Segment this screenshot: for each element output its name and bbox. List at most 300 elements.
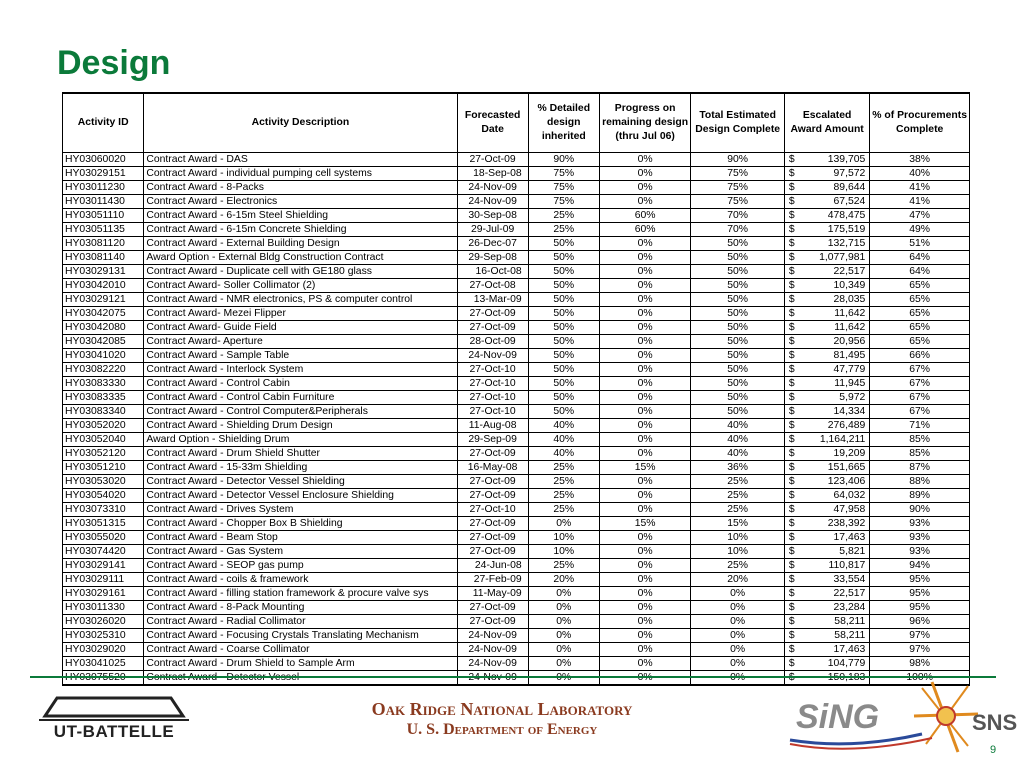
table-row (63, 615, 970, 629)
award-amount-value: 67,524 (833, 196, 866, 207)
cell-activity-description: Contract Award - Sample Table (144, 349, 457, 363)
cell-escalated-award-amount (784, 657, 869, 671)
cell-escalated-award-amount (784, 251, 869, 265)
cell-total-design-complete: 50% (691, 293, 785, 307)
cell-escalated-award-amount (784, 447, 869, 461)
cell-activity-description: Contract Award - Detector Vessel Enclosure Shielding (144, 489, 457, 503)
cell-procurements-complete: 65% (870, 321, 970, 335)
cell-detailed-design-inherited: 50% (528, 293, 599, 307)
table-row (63, 587, 970, 601)
award-amount-value: 23,284 (833, 602, 866, 613)
currency-symbol: $ (788, 322, 795, 333)
award-amount-value: 28,035 (833, 294, 866, 305)
cell-detailed-design-inherited: 40% (528, 447, 599, 461)
cell-progress-remaining-design: 0% (599, 419, 691, 433)
table-row (63, 181, 970, 195)
table-row (63, 657, 970, 671)
table-row (63, 349, 970, 363)
cell-escalated-award-amount (784, 643, 869, 657)
cell-forecasted-date: 27-Oct-09 (457, 545, 528, 559)
currency-symbol: $ (788, 560, 795, 571)
cell-progress-remaining-design: 0% (599, 475, 691, 489)
cell-activity-id: HY03042075 (63, 307, 144, 321)
cell-procurements-complete: 41% (870, 195, 970, 209)
page-title: Design (57, 44, 171, 82)
cell-procurements-complete: 85% (870, 447, 970, 461)
cell-procurements-complete: 97% (870, 643, 970, 657)
cell-activity-description: Contract Award - Coarse Collimator (144, 643, 457, 657)
currency-symbol: $ (788, 658, 795, 669)
table-row (63, 265, 970, 279)
cell-total-design-complete: 0% (691, 657, 785, 671)
table-row (63, 279, 970, 293)
table-row (63, 335, 970, 349)
award-amount-value: 123,406 (827, 476, 866, 487)
cell-total-design-complete: 40% (691, 447, 785, 461)
cell-total-design-complete: 50% (691, 251, 785, 265)
currency-symbol: $ (788, 224, 795, 235)
award-amount-value: 19,209 (833, 448, 866, 459)
table-row (63, 321, 970, 335)
cell-detailed-design-inherited: 0% (528, 657, 599, 671)
cell-activity-description: Contract Award- Aperture (144, 335, 457, 349)
cell-escalated-award-amount (784, 629, 869, 643)
table-body (63, 153, 970, 686)
currency-symbol: $ (788, 644, 795, 655)
cell-forecasted-date: 27-Feb-09 (457, 573, 528, 587)
table-row (63, 573, 970, 587)
award-amount-value: 47,779 (833, 364, 866, 375)
cell-total-design-complete: 75% (691, 195, 785, 209)
cell-procurements-complete: 66% (870, 349, 970, 363)
currency-symbol: $ (788, 616, 795, 627)
cell-forecasted-date: 27-Oct-09 (457, 517, 528, 531)
cell-total-design-complete: 70% (691, 223, 785, 237)
table-row (63, 307, 970, 321)
cell-detailed-design-inherited: 75% (528, 181, 599, 195)
cell-total-design-complete: 75% (691, 167, 785, 181)
cell-detailed-design-inherited: 50% (528, 321, 599, 335)
cell-escalated-award-amount (784, 363, 869, 377)
ut-battelle-logo (37, 694, 191, 742)
table-row (63, 223, 970, 237)
cell-forecasted-date: 18-Sep-08 (457, 167, 528, 181)
cell-procurements-complete: 85% (870, 433, 970, 447)
cell-detailed-design-inherited: 0% (528, 601, 599, 615)
cell-progress-remaining-design: 0% (599, 615, 691, 629)
currency-symbol: $ (788, 182, 795, 193)
cell-activity-description: Contract Award - Interlock System (144, 363, 457, 377)
currency-symbol: $ (788, 574, 795, 585)
cell-forecasted-date: 29-Sep-08 (457, 251, 528, 265)
cell-procurements-complete: 67% (870, 391, 970, 405)
cell-procurements-complete: 40% (870, 167, 970, 181)
cell-forecasted-date: 11-Aug-08 (457, 419, 528, 433)
cell-forecasted-date: 24-Nov-09 (457, 181, 528, 195)
table-row (63, 195, 970, 209)
cell-escalated-award-amount (784, 545, 869, 559)
sing-logo-text: SiNG (796, 698, 880, 736)
cell-escalated-award-amount (784, 237, 869, 251)
cell-activity-description: Contract Award - NMR electronics, PS & computer control (144, 293, 457, 307)
cell-forecasted-date: 28-Oct-09 (457, 335, 528, 349)
table-row (63, 363, 970, 377)
cell-escalated-award-amount (784, 181, 869, 195)
cell-activity-description: Contract Award - Control Computer&Peripherals (144, 405, 457, 419)
cell-escalated-award-amount (784, 223, 869, 237)
cell-escalated-award-amount (784, 419, 869, 433)
table-row (63, 531, 970, 545)
cell-total-design-complete: 25% (691, 503, 785, 517)
award-amount-value: 22,517 (833, 266, 866, 277)
cell-forecasted-date: 26-Dec-07 (457, 237, 528, 251)
cell-detailed-design-inherited: 0% (528, 643, 599, 657)
currency-symbol: $ (788, 252, 795, 263)
cell-activity-id: HY03060020 (63, 153, 144, 167)
cell-activity-id: HY03029121 (63, 293, 144, 307)
cell-escalated-award-amount (784, 615, 869, 629)
award-amount-value: 478,475 (827, 210, 866, 221)
cell-activity-id: HY03041020 (63, 349, 144, 363)
cell-activity-id: HY03081140 (63, 251, 144, 265)
cell-activity-id: HY03029131 (63, 265, 144, 279)
currency-symbol: $ (788, 336, 795, 347)
cell-activity-id: HY03051135 (63, 223, 144, 237)
table-header-row (63, 93, 970, 153)
cell-forecasted-date: 11-May-09 (457, 587, 528, 601)
currency-symbol: $ (788, 434, 795, 445)
cell-total-design-complete: 0% (691, 629, 785, 643)
cell-procurements-complete: 49% (870, 223, 970, 237)
award-amount-value: 5,821 (839, 546, 866, 557)
cell-detailed-design-inherited: 20% (528, 573, 599, 587)
cell-procurements-complete: 47% (870, 209, 970, 223)
cell-procurements-complete: 65% (870, 279, 970, 293)
cell-progress-remaining-design: 0% (599, 237, 691, 251)
cell-detailed-design-inherited: 25% (528, 461, 599, 475)
design-table (62, 92, 970, 686)
cell-activity-description: Contract Award - Gas System (144, 545, 457, 559)
cell-progress-remaining-design: 0% (599, 195, 691, 209)
cell-progress-remaining-design: 0% (599, 601, 691, 615)
table-row (63, 391, 970, 405)
cell-procurements-complete: 95% (870, 587, 970, 601)
currency-symbol: $ (788, 546, 795, 557)
cell-forecasted-date: 24-Nov-09 (457, 195, 528, 209)
cell-progress-remaining-design: 0% (599, 181, 691, 195)
cell-forecasted-date: 13-Mar-09 (457, 293, 528, 307)
award-amount-value: 17,463 (833, 644, 866, 655)
cell-forecasted-date: 24-Nov-09 (457, 657, 528, 671)
currency-symbol: $ (788, 238, 795, 249)
cell-activity-description: Contract Award - Control Cabin Furniture (144, 391, 457, 405)
cell-forecasted-date: 27-Oct-09 (457, 601, 528, 615)
cell-total-design-complete: 0% (691, 587, 785, 601)
cell-activity-id: HY03083335 (63, 391, 144, 405)
cell-total-design-complete: 50% (691, 237, 785, 251)
cell-detailed-design-inherited: 50% (528, 335, 599, 349)
award-amount-value: 11,642 (834, 322, 866, 333)
cell-procurements-complete: 94% (870, 559, 970, 573)
cell-procurements-complete: 87% (870, 461, 970, 475)
cell-procurements-complete: 41% (870, 181, 970, 195)
cell-progress-remaining-design: 0% (599, 629, 691, 643)
cell-procurements-complete: 88% (870, 475, 970, 489)
cell-procurements-complete: 51% (870, 237, 970, 251)
table-row (63, 251, 970, 265)
cell-detailed-design-inherited: 25% (528, 475, 599, 489)
cell-activity-description: Contract Award - Chopper Box B Shielding (144, 517, 457, 531)
award-amount-value: 97,572 (833, 168, 866, 179)
cell-activity-description: Contract Award - coils & framework (144, 573, 457, 587)
cell-total-design-complete: 10% (691, 531, 785, 545)
cell-escalated-award-amount (784, 349, 869, 363)
cell-total-design-complete: 50% (691, 349, 785, 363)
cell-total-design-complete: 50% (691, 363, 785, 377)
table-row (63, 601, 970, 615)
cell-progress-remaining-design: 0% (599, 559, 691, 573)
footer-lab-name: Oak Ridge National Laboratory (371, 699, 633, 719)
cell-escalated-award-amount (784, 489, 869, 503)
cell-activity-id: HY03054020 (63, 489, 144, 503)
cell-progress-remaining-design: 0% (599, 153, 691, 167)
page-number: 9 (990, 744, 997, 756)
cell-activity-id: HY03051210 (63, 461, 144, 475)
cell-forecasted-date: 27-Oct-10 (457, 363, 528, 377)
cell-progress-remaining-design: 0% (599, 503, 691, 517)
cell-escalated-award-amount (784, 531, 869, 545)
cell-forecasted-date: 24-Nov-09 (457, 349, 528, 363)
currency-symbol: $ (788, 602, 795, 613)
cell-progress-remaining-design: 15% (599, 461, 691, 475)
starburst-icon (914, 682, 978, 752)
cell-procurements-complete: 38% (870, 153, 970, 167)
cell-activity-description: Award Option - External Bldg Construction Contract (144, 251, 457, 265)
currency-symbol: $ (788, 294, 795, 305)
award-amount-value: 22,517 (833, 588, 866, 599)
cell-activity-id: HY03029020 (63, 643, 144, 657)
currency-symbol: $ (788, 392, 795, 403)
cell-procurements-complete: 93% (870, 545, 970, 559)
cell-procurements-complete: 65% (870, 307, 970, 321)
cell-detailed-design-inherited: 75% (528, 195, 599, 209)
cell-activity-id: HY03029151 (63, 167, 144, 181)
cell-activity-id: HY03042010 (63, 279, 144, 293)
table-row (63, 503, 970, 517)
cell-procurements-complete: 67% (870, 377, 970, 391)
cell-progress-remaining-design: 0% (599, 335, 691, 349)
cell-procurements-complete: 95% (870, 601, 970, 615)
currency-symbol: $ (788, 350, 795, 361)
cell-detailed-design-inherited: 90% (528, 153, 599, 167)
cell-forecasted-date: 27-Oct-10 (457, 391, 528, 405)
cell-activity-id: HY03026020 (63, 615, 144, 629)
cell-forecasted-date: 27-Oct-09 (457, 321, 528, 335)
award-amount-value: 1,077,981 (819, 252, 866, 263)
cell-activity-id: HY03041025 (63, 657, 144, 671)
cell-escalated-award-amount (784, 335, 869, 349)
cell-detailed-design-inherited: 40% (528, 419, 599, 433)
cell-forecasted-date: 24-Nov-09 (457, 629, 528, 643)
cell-total-design-complete: 10% (691, 545, 785, 559)
cell-activity-id: HY03073310 (63, 503, 144, 517)
cell-activity-description: Contract Award - DAS (144, 153, 457, 167)
cell-detailed-design-inherited: 50% (528, 349, 599, 363)
cell-activity-description: Contract Award - Drum Shield to Sample Arm (144, 657, 457, 671)
cell-escalated-award-amount (784, 321, 869, 335)
cell-procurements-complete: 67% (870, 363, 970, 377)
cell-activity-id: HY03025310 (63, 629, 144, 643)
table-row (63, 237, 970, 251)
table-row (63, 629, 970, 643)
header-procurements-complete: % of Procurements Complete (870, 93, 970, 153)
cell-detailed-design-inherited: 0% (528, 629, 599, 643)
cell-activity-id: HY03029161 (63, 587, 144, 601)
cell-procurements-complete: 65% (870, 335, 970, 349)
table-row (63, 209, 970, 223)
award-amount-value: 14,334 (833, 406, 866, 417)
cell-procurements-complete: 64% (870, 251, 970, 265)
cell-procurements-complete: 64% (870, 265, 970, 279)
cell-total-design-complete: 25% (691, 559, 785, 573)
currency-symbol: $ (788, 406, 795, 417)
cell-activity-description: Contract Award - External Building Design (144, 237, 457, 251)
cell-progress-remaining-design: 0% (599, 405, 691, 419)
cell-total-design-complete: 50% (691, 279, 785, 293)
cell-activity-id: HY03011330 (63, 601, 144, 615)
cell-forecasted-date: 27-Oct-09 (457, 615, 528, 629)
cell-total-design-complete: 25% (691, 489, 785, 503)
cell-detailed-design-inherited: 0% (528, 517, 599, 531)
award-amount-value: 11,642 (834, 308, 866, 319)
cell-progress-remaining-design: 60% (599, 223, 691, 237)
cell-forecasted-date: 29-Jul-09 (457, 223, 528, 237)
cell-total-design-complete: 50% (691, 321, 785, 335)
cell-detailed-design-inherited: 10% (528, 545, 599, 559)
currency-symbol: $ (788, 476, 795, 487)
cell-activity-id: HY03051315 (63, 517, 144, 531)
cell-activity-id: HY03011430 (63, 195, 144, 209)
cell-progress-remaining-design: 60% (599, 209, 691, 223)
cell-detailed-design-inherited: 50% (528, 279, 599, 293)
currency-symbol: $ (788, 280, 795, 291)
cell-escalated-award-amount (784, 209, 869, 223)
cell-forecasted-date: 29-Sep-09 (457, 433, 528, 447)
cell-progress-remaining-design: 0% (599, 307, 691, 321)
cell-progress-remaining-design: 0% (599, 251, 691, 265)
cell-forecasted-date: 16-May-08 (457, 461, 528, 475)
currency-symbol: $ (788, 518, 795, 529)
footer-organization (312, 698, 692, 740)
table-row (63, 475, 970, 489)
award-amount-value: 276,489 (827, 420, 866, 431)
sing-sns-logo (782, 676, 1018, 760)
cell-forecasted-date: 27-Oct-09 (457, 489, 528, 503)
award-amount-value: 132,715 (827, 238, 866, 249)
cell-forecasted-date: 24-Nov-09 (457, 643, 528, 657)
cell-progress-remaining-design: 0% (599, 167, 691, 181)
cell-procurements-complete: 95% (870, 573, 970, 587)
award-amount-value: 151,665 (827, 462, 866, 473)
header-escalated-award-amount: Escalated Award Amount (784, 93, 869, 153)
cell-detailed-design-inherited: 40% (528, 433, 599, 447)
cell-progress-remaining-design: 0% (599, 587, 691, 601)
sns-logo-text: SNS (972, 710, 1018, 735)
cell-activity-description: Award Option - Shielding Drum (144, 433, 457, 447)
cell-activity-id: HY03053020 (63, 475, 144, 489)
currency-symbol: $ (788, 154, 795, 165)
header-activity-description: Activity Description (144, 93, 457, 153)
currency-symbol: $ (788, 196, 795, 207)
cell-escalated-award-amount (784, 601, 869, 615)
award-amount-value: 238,392 (827, 518, 866, 529)
cell-activity-id: HY03083330 (63, 377, 144, 391)
cell-escalated-award-amount (784, 503, 869, 517)
table-row (63, 461, 970, 475)
currency-symbol: $ (788, 168, 795, 179)
cell-activity-description: Contract Award - 8-Pack Mounting (144, 601, 457, 615)
cell-procurements-complete: 93% (870, 531, 970, 545)
cell-activity-id: HY03052020 (63, 419, 144, 433)
cell-escalated-award-amount (784, 265, 869, 279)
award-amount-value: 58,211 (834, 630, 866, 641)
cell-escalated-award-amount (784, 587, 869, 601)
cell-progress-remaining-design: 15% (599, 517, 691, 531)
award-amount-value: 5,972 (839, 392, 866, 403)
header-activity-id: Activity ID (63, 93, 144, 153)
cell-detailed-design-inherited: 50% (528, 307, 599, 321)
cell-forecasted-date: 27-Oct-09 (457, 447, 528, 461)
ut-battelle-logo-mark (45, 698, 183, 716)
cell-activity-description: Contract Award- Guide Field (144, 321, 457, 335)
cell-total-design-complete: 70% (691, 209, 785, 223)
award-amount-value: 17,463 (833, 532, 866, 543)
award-amount-value: 20,956 (833, 336, 866, 347)
cell-activity-description: Contract Award - 6-15m Steel Shielding (144, 209, 457, 223)
cell-activity-id: HY03052120 (63, 447, 144, 461)
award-amount-value: 11,945 (834, 378, 866, 389)
award-amount-value: 175,519 (827, 224, 866, 235)
cell-activity-description: Contract Award - Focusing Crystals Translating Mechanism (144, 629, 457, 643)
cell-activity-description: Contract Award - Electronics (144, 195, 457, 209)
cell-activity-description: Contract Award - Detector Vessel Shielding (144, 475, 457, 489)
cell-activity-id: HY03055020 (63, 531, 144, 545)
cell-escalated-award-amount (784, 279, 869, 293)
table-row (63, 545, 970, 559)
table-row (63, 419, 970, 433)
header-total-design-complete: Total Estimated Design Complete (691, 93, 785, 153)
cell-progress-remaining-design: 0% (599, 321, 691, 335)
cell-progress-remaining-design: 0% (599, 293, 691, 307)
cell-procurements-complete: 93% (870, 517, 970, 531)
cell-activity-description: Contract Award- Soller Collimator (2) (144, 279, 457, 293)
cell-detailed-design-inherited: 25% (528, 503, 599, 517)
cell-procurements-complete: 96% (870, 615, 970, 629)
cell-forecasted-date: 27-Oct-10 (457, 503, 528, 517)
cell-activity-description: Contract Award - 6-15m Concrete Shielding (144, 223, 457, 237)
cell-activity-id: HY03082220 (63, 363, 144, 377)
cell-escalated-award-amount (784, 153, 869, 167)
cell-progress-remaining-design: 0% (599, 391, 691, 405)
table-row (63, 167, 970, 181)
cell-progress-remaining-design: 0% (599, 643, 691, 657)
footer-department: U. S. Department of Energy (406, 721, 598, 738)
cell-detailed-design-inherited: 25% (528, 559, 599, 573)
cell-procurements-complete: 97% (870, 629, 970, 643)
cell-activity-description: Contract Award - Radial Collimator (144, 615, 457, 629)
award-amount-value: 47,958 (833, 504, 866, 515)
cell-activity-id: HY03052040 (63, 433, 144, 447)
